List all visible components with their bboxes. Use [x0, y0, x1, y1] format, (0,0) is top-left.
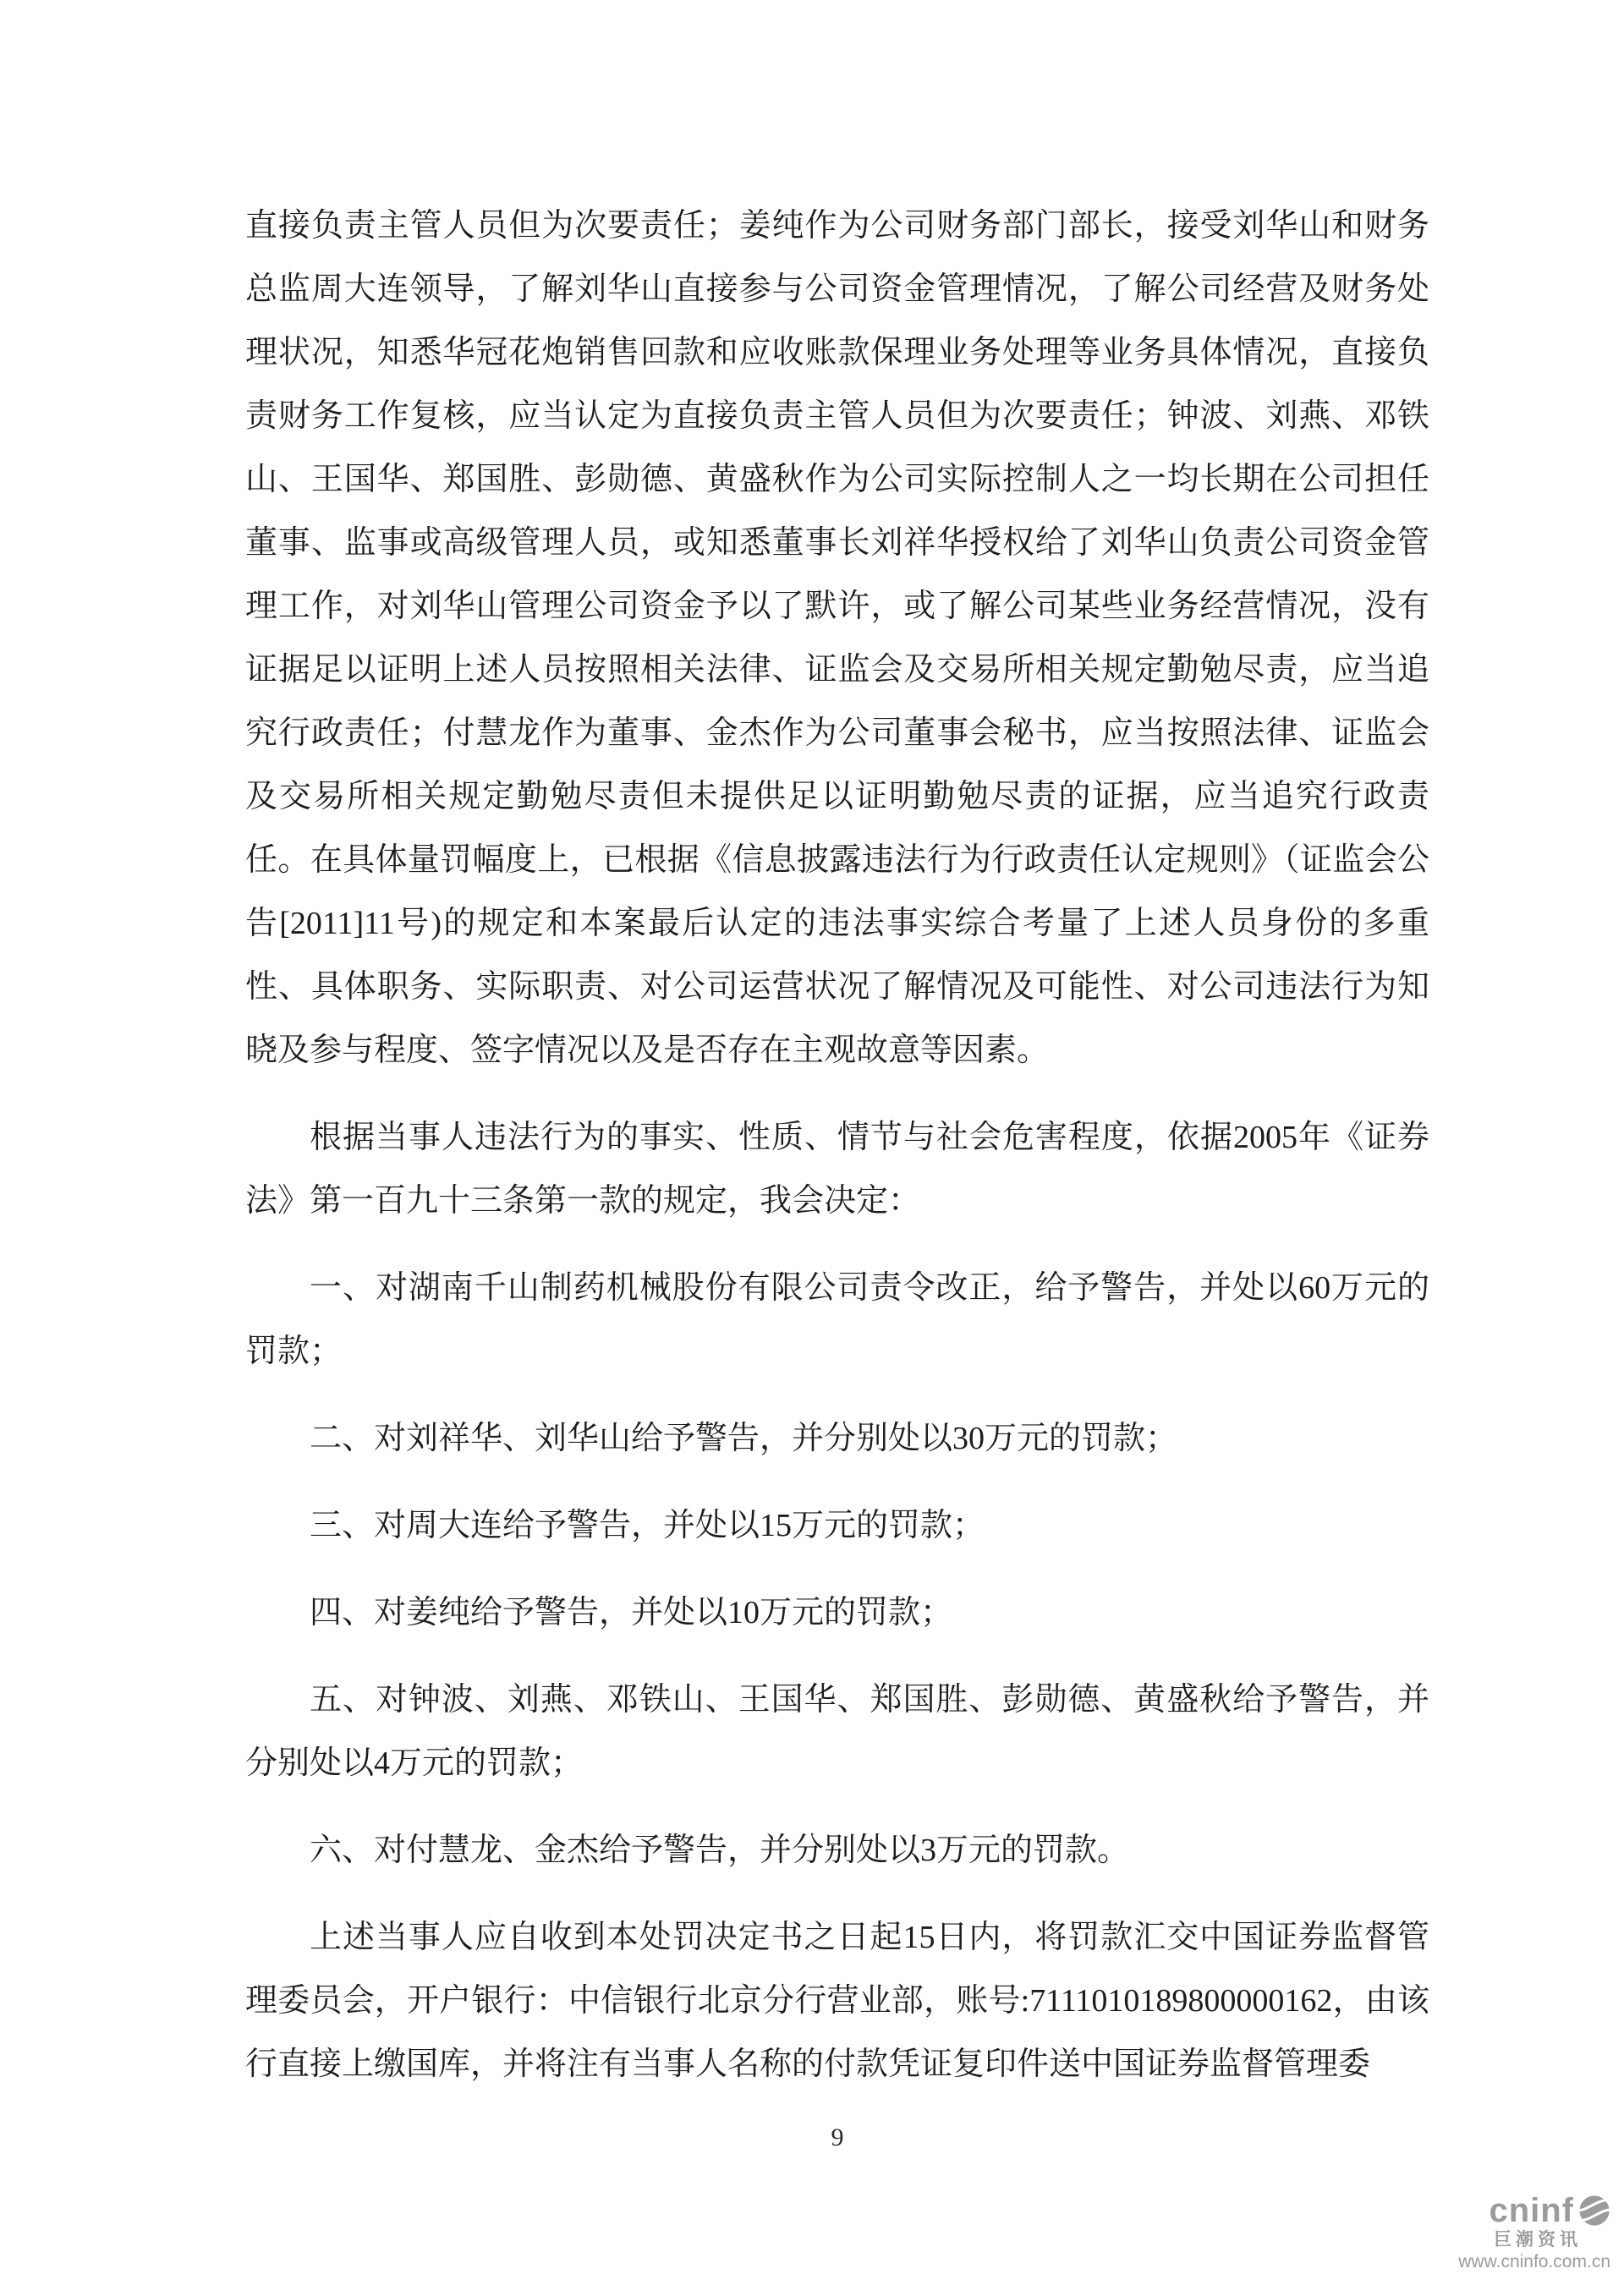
page-number: 9	[831, 2123, 844, 2151]
paragraph-responsibility-findings: 直接负责主管人员但为次要责任；姜纯作为公司财务部门部长，接受刘华山和财务总监周大连领导，了解刘华山直接参与公司资金管理情况，了解公司经营及财务处理状况，知悉华冠花炮销售回款和应收账款保理业务处理等业务具体情况，直接负责财务工作复核，应当认定为直接负责主管人员但为次要责任；钟波、刘燕、邓铁山、王国华、郑国胜、彭勋德、黄盛秋作为公司实际控制人之一均长期在公司担任董事、监事或高级管理人员，或知悉董事长刘祥华授权给了刘华山负责公司资金管理工作，对刘华山管理公司资金予以了默许，或了解公司某些业务经营情况，没有证据足以证明上述人员按照相关法律、证监会及交易所相关规定勤勉尽责，应当追究行政责任；付慧龙作为董事、金杰作为公司董事会秘书，应当按照法律、证监会及交易所相关规定勤勉尽责但未提供足以证明勤勉尽责的证据，应当追究行政责任。在具体量罚幅度上，已根据《信息披露违法行为行政责任认定规则》（证监会公告[2011]11号)的规定和本案最后认定的违法事实综合考量了上述人员身份的多重性、具体职务、实际职责、对公司运营状况了解情况及可能性、对公司违法行为知晓及参与程度、签字情况以及是否存在主观故意等因素。	[245, 208, 1429, 1068]
decision-item-4: 四、对姜纯给予警告，并处以10万元的罚款；	[310, 1595, 953, 1630]
decision-item-2: 二、对刘祥华、刘华山给予警告，并分别处以30万元的罚款；	[310, 1421, 1178, 1456]
document-body	[245, 195, 1429, 2120]
cninfo-url: www.cninfo.com.cn	[1458, 2251, 1610, 2271]
cninfo-wordmark: cninf	[1489, 2191, 1574, 2229]
decision-item-3: 三、对周大连给予警告，并处以15万元的罚款；	[310, 1508, 985, 1543]
paragraph-legal-basis: 根据当事人违法行为的事实、性质、情节与社会危害程度，依据2005年《证券法》第一百九十三条第一款的规定，我会决定：	[245, 1120, 1429, 1219]
cninfo-logo-row	[1489, 2191, 1610, 2229]
cninfo-chinese-label: 巨潮资讯	[1494, 2229, 1582, 2249]
paragraph-payment-instructions: 上述当事人应自收到本处罚决定书之日起15日内，将罚款汇交中国证券监督管理委员会，开户银行：中信银行北京分行营业部，账号:7111010189800000162，由该行直接上缴国库，并将注有当事人名称的付款凭证复印件送中国证券监督管理委	[245, 1920, 1429, 2082]
decision-item-5: 五、对钟波、刘燕、邓铁山、王国华、郑国胜、彭勋德、黄盛秋给予警告，并分别处以4万元的罚款；	[245, 1682, 1429, 1781]
decision-item-1: 一、对湖南千山制药机械股份有限公司责令改正，给予警告，并处以60万元的罚款；	[245, 1270, 1429, 1369]
cninfo-swirl-icon	[1578, 2195, 1610, 2227]
decision-item-6: 六、对付慧龙、金杰给予警告，并分别处以3万元的罚款。	[310, 1833, 1130, 1868]
cninfo-logo	[1458, 2191, 1610, 2272]
